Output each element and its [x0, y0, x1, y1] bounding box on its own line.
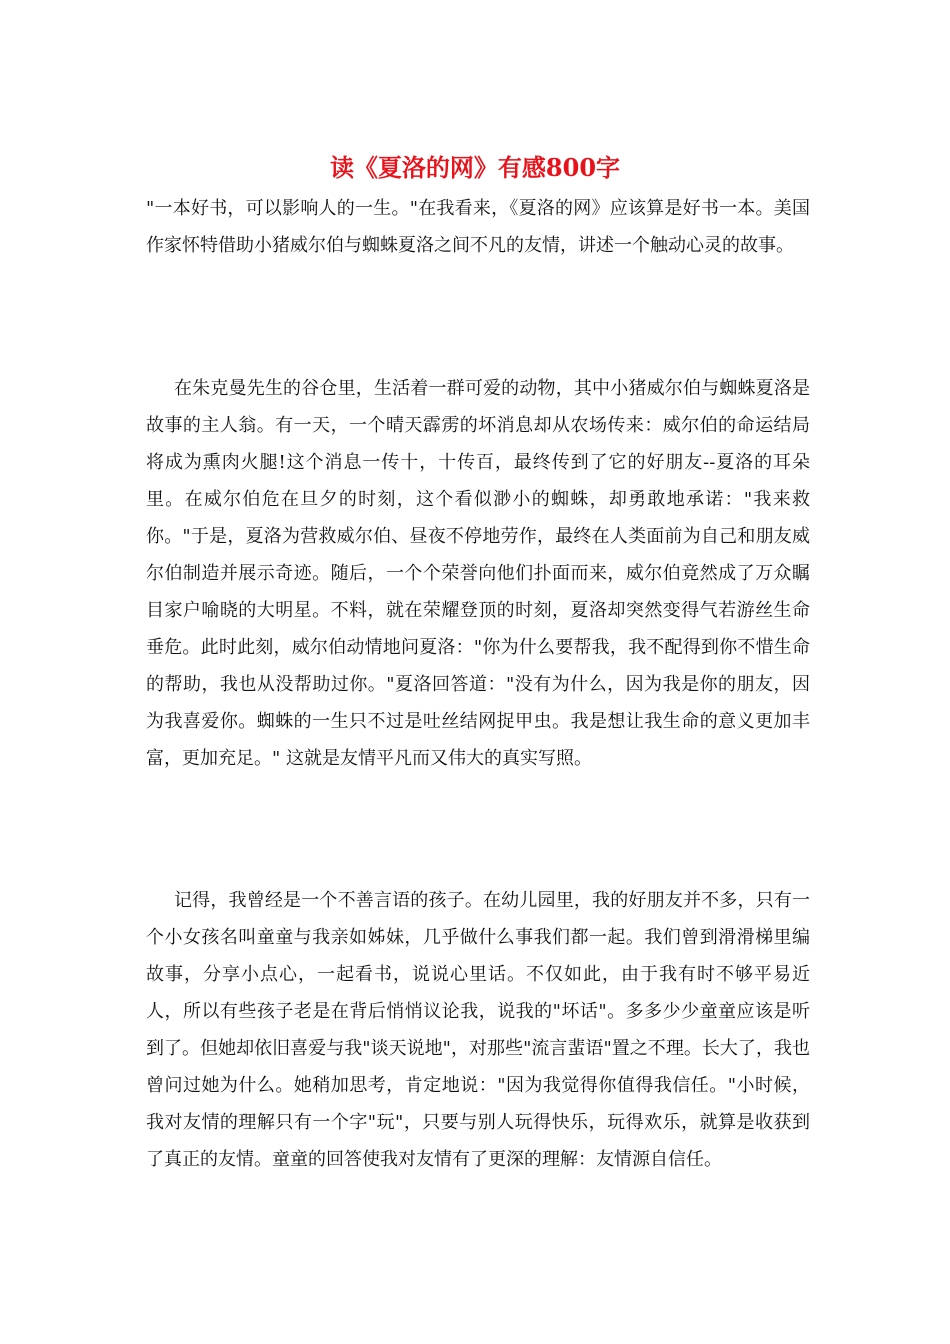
document-title: 读《夏洛的网》有感800字 [329, 153, 621, 182]
paragraph-story-summary: 在朱克曼先生的谷仓里，生活着一群可爱的动物，其中小猪威尔伯与蜘蛛夏洛是故事的主人翁。有一天，一个晴天霹雳的坏消息却从农场传来：威尔伯的命运结局将成为熏肉火腿!这个消息一传十，十传百，最终传到了它的好朋友--夏洛的耳朵里。在威尔伯危在旦夕的时刻，这个看似渺小的蜘蛛，却勇敢地承诺："我来救你。"于是，夏洛为营救威尔伯、昼夜不停地劳作，最终在人类面前为自己和朋友威尔伯制造并展示奇迹。随后，一个个荣誉向他们扑面而来，威尔伯竟然成了万众瞩目家户喻晓的大明星。不料，就在荣耀登顶的时刻，夏洛却突然变得气若游丝生命垂危。此时此刻，威尔伯动情地问夏洛："你为什么要帮我，我不配得到你不惜生命的帮助，我也从没帮助过你。"夏洛回答道："没有为什么，因为我是你的朋友，因为我喜爱你。蜘蛛的一生只不过是吐丝结网捉甲虫。我是想让我生命的意义更加丰富，更加充足。" 这就是友情平凡而又伟大的真实写照。 [146, 378, 810, 769]
paragraph-intro: "一本好书，可以影响人的一生。"在我看来，《夏洛的网》应该算是好书一本。美国作家怀特借助小猪威尔伯与蜘蛛夏洛之间不凡的友情，讲述一个触动心灵的故事。 [146, 198, 810, 256]
paragraph-personal-memory: 记得，我曾经是一个不善言语的孩子。在幼儿园里，我的好朋友并不多，只有一个小女孩名叫童童与我亲如姊妹，几乎做什么事我们都一起。我们曾到滑滑梯里编故事，分享小点心，一起看书，说说心里话。不仅如此，由于我有时不够平易近人，所以有些孩子老是在背后悄悄议论我，说我的"坏话"。多多少少童童应该是听到了。但她却依旧喜爱与我"谈天说地"，对那些"流言蜚语"置之不理。长大了，我也曾问过她为什么。她稍加思考，肯定地说："因为我觉得你值得我信任。"小时候，我对友情的理解只有一个字"玩"，只要与别人玩得快乐，玩得欢乐，就算是收获到了真正的友情。童童的回答使我对友情有了更深的理解：友情源自信任。 [146, 890, 810, 1170]
